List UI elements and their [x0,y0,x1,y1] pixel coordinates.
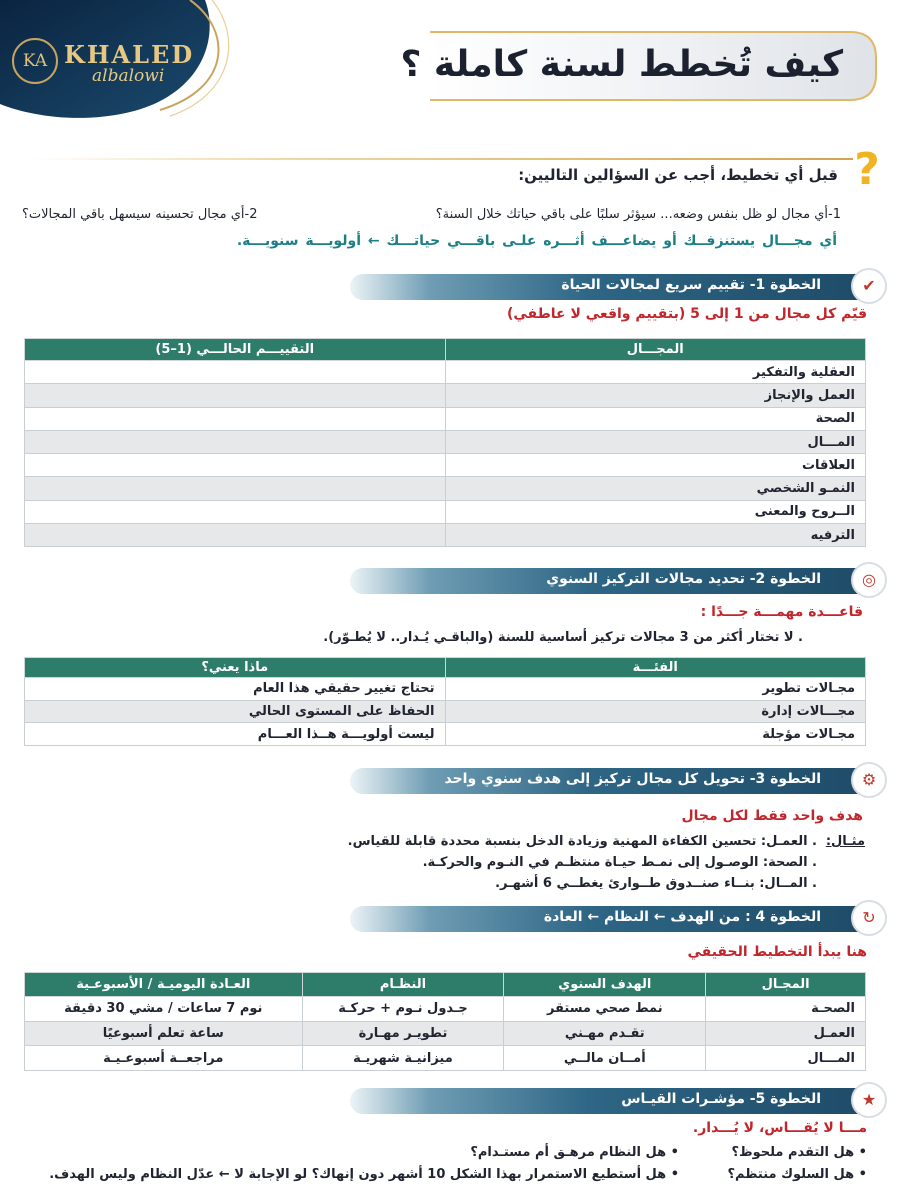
metric-question: • هل التقدم ملحوظ؟ [731,1145,867,1160]
col-meaning: ماذا يعني؟ [25,658,446,678]
step-5-sub: مـــا لا يُقـــاس، لا يُـــدار. [692,1120,867,1136]
clipboard-check-icon: ✔ [851,268,887,304]
area-cell: العقلية والتفكير [445,361,866,384]
goal-cell: نمط صحي مستقر [504,997,706,1022]
area-cell: العلاقات [445,454,866,477]
step-1-bar [350,274,881,300]
area-cell: الترفيه [445,524,866,547]
rating-cell[interactable] [25,384,446,407]
rating-cell[interactable] [25,430,446,453]
area-cell: العمـل [706,1021,866,1046]
step-5-label: الخطوة 5- مؤشـرات القيـاس [621,1091,821,1107]
step-2-bar [350,568,881,594]
col-area: المجـال [706,973,866,997]
area-cell: الصحة [445,407,866,430]
metrics-icon: ★ [851,1082,887,1118]
meaning-cell: تحتاج تغيير حقيقي هذا العام [25,678,446,701]
rating-cell[interactable] [25,524,446,547]
rule-text: . لا تختار أكثر من 3 مجالات تركيز أساسية للسنة (والباقـي يُـدار.. لا يُطـوّر). [323,630,803,645]
category-cell: مجـــالات إدارة [445,700,866,723]
life-areas-table [24,338,866,547]
system-cell: جـدول نـوم + حركـة [302,997,504,1022]
question-2: 2-أي مجال تحسينه سيسهل باقي المجالات؟ [22,207,258,222]
col-area: المجـــال [445,339,866,361]
area-cell: النمـو الشخصي [445,477,866,500]
example-line: . المــال: بنــاء صنــدوق طــوارئ يغطــي 6 أشهـر. [495,876,817,891]
col-system: النظـام [302,973,504,997]
step-3-label: الخطوة 3- تحويل كل مجال تركيز إلى هدف سنوي واحد [444,771,821,787]
step-1-instruction: قيّم كل مجال من 1 إلى 5 (بتقييم واقعي لا عاطفي) [506,306,867,322]
step-3-sub: هدف واحد فقط لكل مجال [681,808,863,824]
system-cell: تطويـر مهـارة [302,1021,504,1046]
example-label: مثـال: [825,834,865,849]
rating-cell[interactable] [25,477,446,500]
page-title: كيف تُخطط لسنة كاملة ؟ [400,44,843,85]
area-cell: العمل والإنجاز [445,384,866,407]
step-4-label: الخطوة 4 : من الهدف ← النظام ← العادة [543,909,821,925]
target-icon: ◎ [851,562,887,598]
meaning-cell: ليست أولويـــة هــذا العـــام [25,723,446,746]
rule-title: قاعـــدة مهمـــة جـــدًا : [700,604,863,620]
area-cell: المـــال [706,1046,866,1071]
intro-divider [30,158,853,160]
area-cell: الــروح والمعنى [445,500,866,523]
category-cell: مجـالات تطوير [445,678,866,701]
metric-question: • هل أستطيع الاستمرار بهذا الشكل 10 أشهر دون إنهاك؟ لو الإجابة لا ← عدّل النظام وليس الهدف. [49,1167,679,1182]
metric-question: • هل النظام مرهـق أم مستـدام؟ [470,1145,679,1160]
logo-name: KHALED [64,40,195,69]
intro-lead: قبل أي تخطيط، أجب عن السؤالين التاليين: [518,166,838,184]
example-line: . العمـل: تحسين الكفاءة المهنية وزيادة الدخل بنسبة محددة قابلة للقياس. [347,834,817,849]
goal-system-habit-table [24,972,866,1071]
habit-cell: ساعة تعلم أسبوعيًا [25,1021,303,1046]
rating-cell[interactable] [25,407,446,430]
rating-cell[interactable] [25,361,446,384]
gear-cycle-icon: ↻ [851,900,887,936]
metric-question: • هل السلوك منتظم؟ [727,1167,867,1182]
priority-note: أي مجـــال يستنزفــك أو يضاعـــف أثـــره علـى باقـــي حياتـــك ← أولويـــة سنويـــة. [236,233,837,249]
logo-subtitle: albalowi [92,66,165,86]
goal-cell: تقـدم مهـني [504,1021,706,1046]
rating-cell[interactable] [25,454,446,477]
habit-cell: مراجعــة أسبوعـيـة [25,1046,303,1071]
step-4-bar [350,906,881,932]
question-1: 1-أي مجال لو ظل بنفس وضعه... سيؤثر سلبًا على باقي حياتك خلال السنة؟ [435,207,841,222]
goal-flow-icon: ⚙ [851,762,887,798]
habit-cell: نوم 7 ساعات / مشي 30 دقيقة [25,997,303,1022]
focus-categories-table [24,657,866,746]
step-3-bar [350,768,881,794]
col-category: الفئـــة [445,658,866,678]
step-1-label: الخطوة 1- تقييم سريع لمجالات الحياة [561,277,821,293]
meaning-cell: الحفاظ على المستوى الحالي [25,700,446,723]
step-2-label: الخطوة 2- تحديد مجالات التركيز السنوي [546,571,821,587]
rating-cell[interactable] [25,500,446,523]
question-mark-icon: ? [854,144,880,195]
category-cell: مجـالات مؤجلة [445,723,866,746]
col-rating: التقييـــم الحالـــي (1–5) [25,339,446,361]
col-habit: العـادة اليوميـة / الأسبوعـية [25,973,303,997]
area-cell: الصحـة [706,997,866,1022]
area-cell: المـــال [445,430,866,453]
step-4-sub: هنا يبدأ التخطيط الحقيقي [687,944,867,960]
example-line: . الصحة: الوصـول إلى نمـط حيـاة منتظـم في النـوم والحركـة. [422,855,817,870]
col-annual-goal: الهدف السنوي [504,973,706,997]
goal-cell: أمــان مالــي [504,1046,706,1071]
logo-monogram: KA [12,38,58,84]
system-cell: ميزانيـة شهريـة [302,1046,504,1071]
step-5-bar [350,1088,881,1114]
